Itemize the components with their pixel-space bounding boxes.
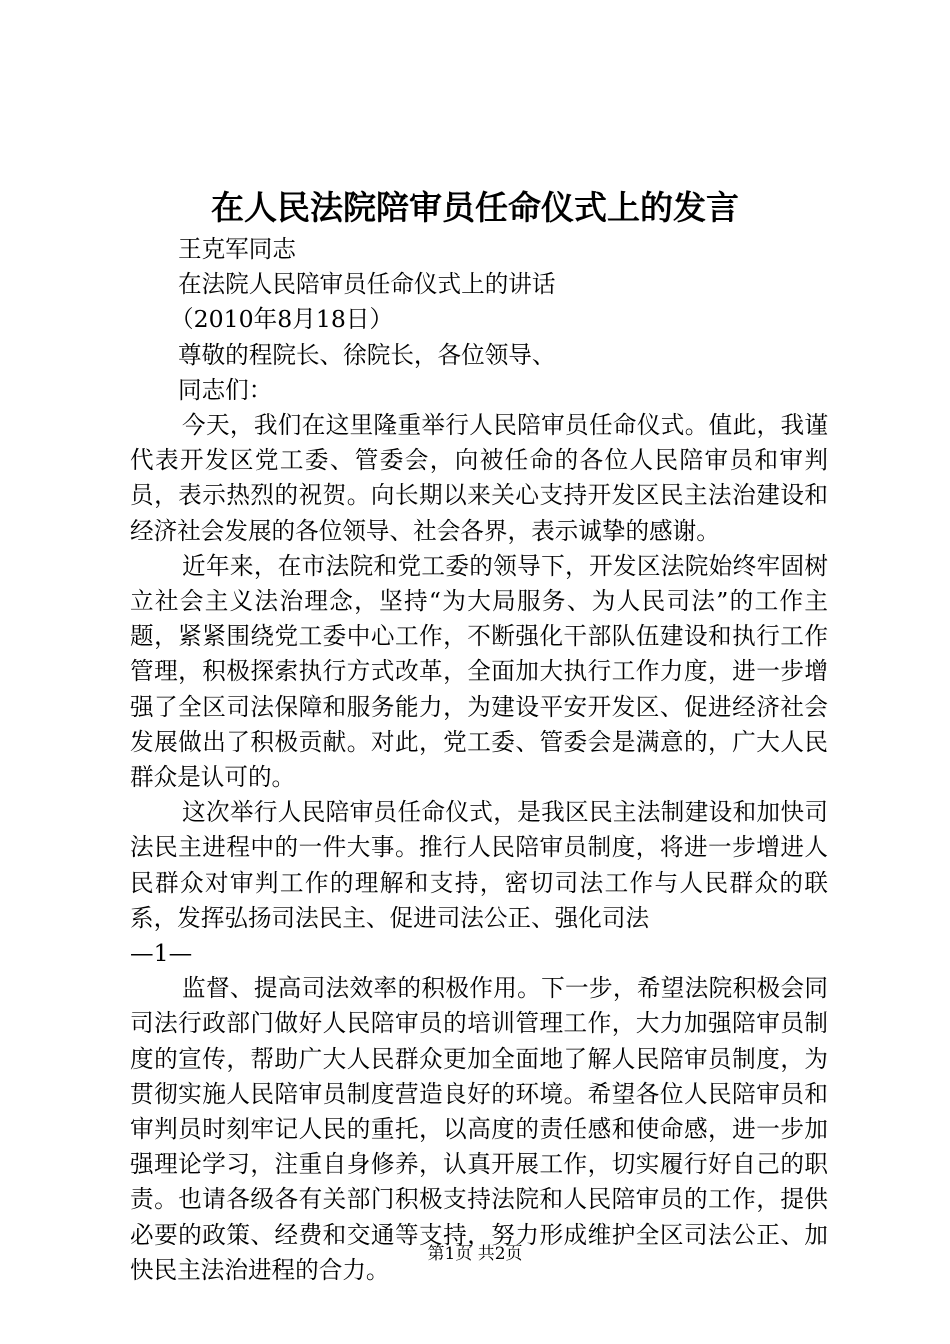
date-line: （2010年8月18日） (170, 305, 394, 334)
salutation-line-1: 尊敬的程院长、徐院长，各位领导、 (178, 340, 556, 369)
speaker-line: 王克军同志 (178, 235, 296, 263)
page-marker: —1— (130, 939, 193, 968)
paragraph-3: 这次举行人民陪审员任命仪式，是我区民主法制建设和加快司法民主进程中的一件大事。推行人民陪审员制度，将进一步增进人民群众对审判工作的理解和支持，密切司法工作与人民群众的联系，发挥弘扬司法民主、促进司法公正、强化司法 (130, 798, 828, 932)
paragraph-2: 近年来，在市法院和党工委的领导下，开发区法院始终牢固树立社会主义法治理念，坚持“为大局服务、为人民司法”的工作主题，紧紧围绕党工委中心工作，不断强化干部队伍建设和执行工作管理，积极探索执行方式改革，全面加大执行工作力度，进一步增强了全区司法保障和服务能力，为建设平安开发区、促进经济社会发展做出了积极贡献。对此，党工委、管委会是满意的，广大人民群众是认可的。 (130, 551, 828, 792)
paragraph-1: 今天，我们在这里隆重举行人民陪审员任命仪式。值此，我谨代表开发区党工委、管委会，向被任命的各位人民陪审员和审判员，表示热烈的祝贺。向长期以来关心支持开发区民主法治建设和经济社会发展的各位领导、社会各界，表示诚挚的感谢。 (130, 411, 828, 545)
document-title: 在人民法院陪审员任命仪式上的发言 (211, 188, 739, 227)
document-body (130, 232, 828, 1288)
page-footer: 第1页 共2页 (427, 1244, 523, 1264)
paragraph-4: 监督、提高司法效率的积极作用。下一步，希望法院积极会同司法行政部门做好人民陪审员的培训管理工作，大力加强陪审员制度的宣传，帮助广大人民群众更加全面地了解人民陪审员制度，为贯彻实施人民陪审员制度营造良好的环境。希望各位人民陪审员和审判员时刻牢记人民的重托，以高度的责任感和使命感，进一步加强理论学习，注重自身修养，认真开展工作，切实履行好自己的职责。也请各级各有关部门积极支持法院和人民陪审员的工作，提供必要的政策、经费和交通等支持，努力形成维护全区司法公正、加快民主法治进程的合力。 (130, 974, 828, 1284)
subtitle-line: 在法院人民陪审员任命仪式上的讲话 (178, 270, 556, 299)
salutation-line-2: 同志们： (178, 375, 273, 404)
